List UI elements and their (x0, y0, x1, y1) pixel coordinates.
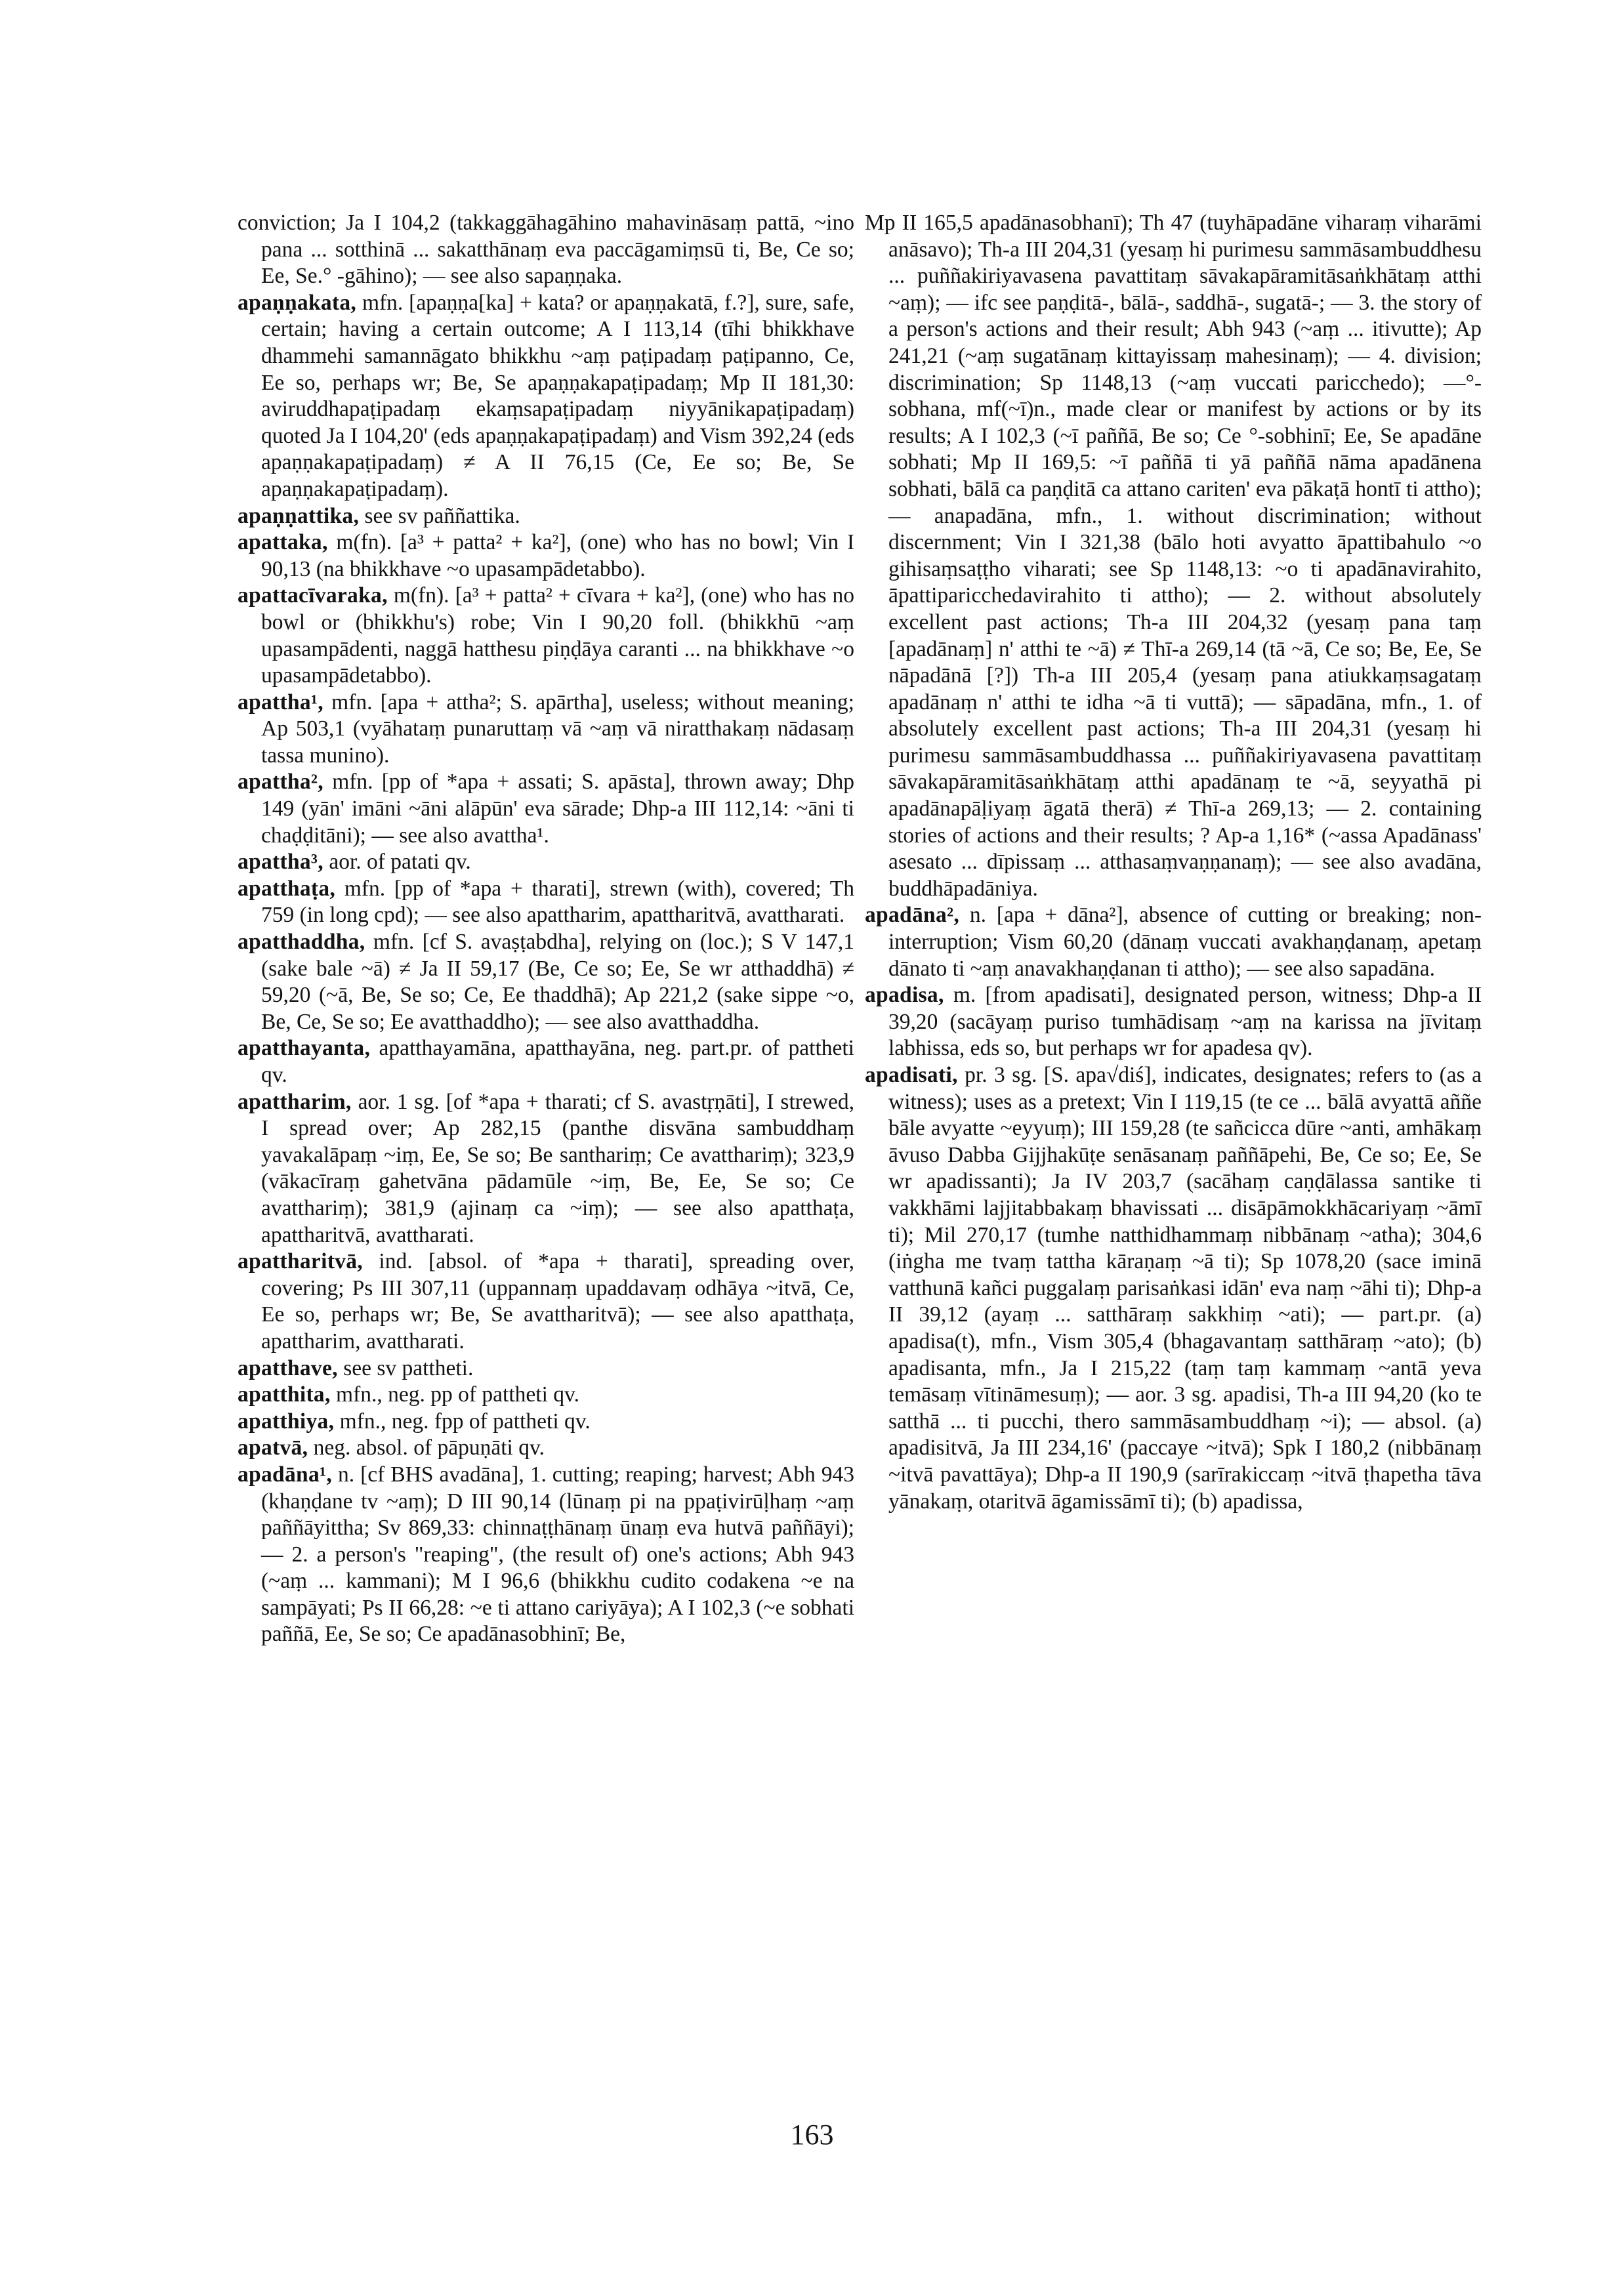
entry (238, 1382, 854, 1409)
entry (238, 210, 854, 290)
entry (238, 290, 854, 503)
headword: apatthayanta, (238, 1036, 371, 1061)
entry (238, 1249, 854, 1355)
headword: apattha¹, (238, 690, 323, 714)
entry (238, 769, 854, 849)
definition: Mp II 165,5 apadānasobhanī); Th 47 (tuyhāpadāne viharaṃ viharāmi anāsavo); Th-a III 204,31 (yesaṃ hi purimesu sammāsambuddhesu ... puññakiriyavasena pavattitaṃ sāvakapāramitāsaṅkhātaṃ atthi ~aṃ); — ifc see paṇḍitā-, bālā-, saddhā-, sugatā-; — 3. the story of a person's actions and their result; Abh 943 (~aṃ ... itivutte); Ap 241,21 (~aṃ sugatānaṃ kittayissaṃ mahesinaṃ); — 4. division; discrimination; Sp 1148,13 (~aṃ vuccati paricchedo); —°-sobhana, mf(~ī)n., made clear or manifest by actions or by its results; A I 102,3 (~ī paññā, Be so; Ce °-sobhinī; Ee, Se apadāne sobhati; Mp II 169,5: ~ī paññā ti yā paññā nāma apadānena sobhati, bālā ca paṇḍitā ca attano cariten' eva pākaṭā hontī ti attho); — anapadāna, mfn., 1. without discrimination; without discernment; Vin I 321,38 (bālo hoti avyatto āpattibahulo ~o gihisaṃsaṭṭho viharati; see Sp 1148,13: ~o ti apadānavirahito, āpattiparicchedavirahito ti attho); — 2. without absolutely excellent past actions; Th-a III 204,32 (yesaṃ pana taṃ [apadānaṃ] n' atthi te ~ā) ≠ Thī-a 269,14 (tā ~ā, Ce so; Be, Ee, Se nāpadānā [?]) Th-a III 205,4 (yesaṃ pana atiukkaṃsagataṃ apadānaṃ n' atthi te idha ~ā ti vuttā); — sāpadāna, mfn., 1. of absolutely excellent past actions; Th-a III 204,31 (yesaṃ hi purimesu sammāsambuddhassa ... puññakiriyavasena pavattitaṃ sāvakapāramitāsaṅkhātaṃ atthi apadānaṃ te ~ā, seyyathā pi apadānapāḷiyaṃ āgatā therā) ≠ Thī-a 269,13; — 2. containing stories of actions and their results; ? Ap-a 1,16* (~assa Apadānass' asesato ... dīpissaṃ ... atthasaṃvaṇṇanaṃ); — see also avadāna, buddhāpadāniya. (865, 211, 1482, 901)
headword: apaṇṇattika, (238, 503, 360, 528)
definition: m. [from apadisati], designated person, witness; Dhp-a II 39,20 (sacāyaṃ puriso tumhādisaṃ ~aṃ na karissa na jīvitaṃ labhissa, eds so, but perhaps wr for apadesa qv). (888, 983, 1482, 1061)
headword: apattha³, (238, 850, 323, 875)
definition: aor. of patati qv. (329, 850, 471, 875)
headword: apatthave, (238, 1355, 338, 1380)
definition: neg. absol. of pāpuṇāti qv. (313, 1436, 545, 1460)
definition: mfn., neg. fpp of pattheti qv. (339, 1409, 591, 1434)
headword: apattaka, (238, 530, 328, 555)
entry (238, 1409, 854, 1436)
definition: m(fn). [a³ + patta² + ka²], (one) who has no bowl; Vin I 90,13 (na bhikkhave ~o upasampādetabbo). (261, 530, 855, 581)
entry (238, 690, 854, 770)
entry (238, 529, 854, 583)
definition: m(fn). [a³ + patta² + cīvara + ka²], (one) who has no bowl or (bhikkhu's) robe; Vin I 90,20 foll. (bhikkhū ~aṃ upasampādenti, naggā hatthesu piṇḍāya caranti ... na bhikkhave ~o upasampādetabbo). (261, 583, 855, 688)
definition: mfn., neg. pp of pattheti qv. (336, 1382, 579, 1407)
definition: mfn. [cf S. avaṣṭabdha], relying on (loc.); S V 147,1 (sake bale ~ā) ≠ Ja II 59,17 (Be, Ce so; Ee, Se wr atthaddhā) ≠ 59,20 (~ā, Be, Se so; Ce, Ee thaddhā); Ap 221,2 (sake sippe ~o, Be, Ce, Se so; Ee avatthaddho); — see also avatthaddha. (261, 930, 854, 1034)
entry (865, 210, 1482, 902)
headword: apadisa, (865, 983, 944, 1008)
definition: see sv paññattika. (364, 503, 520, 528)
headword: apattacīvaraka, (238, 583, 388, 608)
headword: apatthiya, (238, 1409, 335, 1434)
definition: mfn. [apa + attha²; S. apārtha], useless; without meaning; Ap 503,1 (vyāhataṃ punaruttaṃ vā ~aṃ vā niratthakaṃ nādasaṃ tassa munino). (261, 690, 854, 768)
headword: apattharim, (238, 1089, 352, 1114)
page-number: 163 (790, 2119, 834, 2151)
definition: mfn. [pp of *apa + assati; S. apāsta], thrown away; Dhp 149 (yān' imāni ~āni alāpūn' eva sārade; Dhp-a III 112,14: ~āni ti chaḍḍitāni); — see also avattha¹. (261, 770, 855, 848)
entry (238, 583, 854, 689)
entry (238, 849, 854, 876)
definition: mfn. [pp of *apa + tharati], strewn (with), covered; Th 759 (in long cpd); — see also apattharim, apattharitvā, avattharati. (261, 876, 854, 928)
entry (238, 1089, 854, 1249)
headword: apadāna¹, (238, 1462, 333, 1487)
definition: mfn. [apaṇṇa[ka] + kata? or apaṇṇakatā, f.?], sure, safe, certain; having a certain outcome; A I 113,14 (tīhi bhikkhave dhammehi samannāgato bhikkhu ~aṃ paṭipadaṃ paṭipanno, Ce, Ee so, perhaps wr; Be, Se apaṇṇakapaṭipadaṃ; Mp II 181,30: aviruddhapaṭipadaṃ ekaṃsapaṭipadaṃ niyyānikapaṭipadaṃ) quoted Ja I 104,20' (eds apaṇṇakapaṭipadaṃ) and Vism 392,24 (eds apaṇṇakapaṭipadaṃ) ≠ A II 76,15 (Ce, Ee so; Be, Se apaṇṇakapaṭipadaṃ). (261, 290, 854, 501)
entry (238, 503, 854, 530)
definition: n. [apa + dāna²], absence of cutting or breaking; non-interruption; Vism 60,20 (dānaṃ vuccati avakhaṇḍanaṃ, apetaṃ dānato ti ~aṃ anavakhaṇḍanan ti attho); — see also sapadāna. (888, 903, 1482, 981)
entry (238, 1462, 854, 1648)
definition: ind. [absol. of *apa + tharati], spreading over, covering; Ps III 307,11 (uppannaṃ upaddavaṃ odhāya ~itvā, Ce, Ee so, perhaps wr; Be, Se avattharitvā); — see also apatthaṭa, apattharim, avattharati. (261, 1249, 855, 1354)
headword: apatvā, (238, 1436, 308, 1460)
definition: n. [cf BHS avadāna], 1. cutting; reaping; harvest; Abh 943 (khaṇḍane tv ~aṃ); D III 90,14 (lūnaṃ pi na ppaṭivirūḷhaṃ ~aṃ paññāyittha; Sv 869,33: chinnaṭṭhānaṃ ūnaṃ eva hutvā paññāyi); — 2. a person's "reaping", (the result of) one's actions; Abh 943 (~aṃ ... kammani); M I 96,6 (bhikkhu cudito codakena ~e na sampāyati; Ps II 66,28: ~e ti attano cariyāya); A I 102,3 (~e sobhati paññā, Ee, Se so; Ce apadānasobhinī; Be, (261, 1462, 855, 1647)
headword: apadisati, (865, 1063, 958, 1087)
headword: apattha², (238, 770, 323, 795)
right-column (865, 210, 1482, 1515)
definition: pr. 3 sg. [S. apa√diś], indicates, designates; refers to (as a witness); uses as a pretext; Vin I 119,15 (te ce ... bālā avyattā aññe bāle avyatte ~eyyuṃ); III 159,28 (te sañcicca dūre ~anti, amhākaṃ āvuso Dabba Gijjhakūṭe senāsanaṃ paññāpehi, Be, Ce so; Ee, Se wr apadissanti); Ja IV 203,7 (sacāhaṃ caṇḍālassa santike ti vakkhāmi lajjitabbakaṃ bhavissati ... disāpāmokkhācariyaṃ ~āmī ti); Mil 270,17 (tumhe natthidhammaṃ nibbānaṃ ~atha); 304,6 (iṅgha me tvaṃ tattha kāraṇaṃ ~ā ti); Sp 1078,20 (sace iminā vatthunā kañci puggalaṃ parisaṅkasi idān' eva naṃ ~āhi ti); Dhp-a II 39,12 (ayaṃ ... satthāraṃ sakkhiṃ ~ati); — part.pr. (a) apadisa(t), mfn., Vism 305,4 (bhagavantaṃ satthāraṃ ~ato); (b) apadisanta, mfn., Ja I 215,22 (taṃ taṃ kammaṃ ~antā yeva temāsaṃ vītināmesuṃ); — aor. 3 sg. apadisi, Th-a III 94,20 (ko te satthā ... ti pucchi, thero sammāsambuddhaṃ ~i); — absol. (a) apadisitvā, Ja III 234,16' (paccaye ~itvā); Spk I 180,2 (nibbānaṃ ~itvā pavattāya); Dhp-a II 190,9 (sarīrakiccaṃ ~itvā ṭhapetha tāva yānakaṃ, otaritvā āgamissāmī ti); (b) apadissa, (888, 1063, 1482, 1514)
headword: apattharitvā, (238, 1249, 363, 1274)
definition: see sv pattheti. (343, 1355, 474, 1380)
entry (238, 876, 854, 929)
headword: apaṇṇakata, (238, 290, 357, 315)
headword: apatthita, (238, 1382, 331, 1407)
entry (865, 1062, 1482, 1515)
entry (865, 902, 1482, 982)
definition: conviction; Ja I 104,2 (takkaggāhagāhino mahavināsaṃ pattā, ~ino pana ... sotthinā ... sakatthānaṃ eva paccāgamiṃsū ti, Be, Ce so; Ee, Se.° -gāhino); — see also sapaṇṇaka. (238, 211, 854, 289)
headword: apatthaṭa, (238, 876, 336, 901)
entry (238, 1355, 854, 1382)
headword: apadāna², (865, 903, 960, 928)
left-column (238, 210, 854, 1648)
headword: apatthaddha, (238, 930, 365, 955)
entry (238, 1435, 854, 1462)
definition: apatthayamāna, apatthayāna, neg. part.pr. of pattheti qv. (261, 1036, 854, 1087)
entry (238, 929, 854, 1035)
definition: aor. 1 sg. [of *apa + tharati; cf S. avastṛṇāti], I strewed, I spread over; Ap 282,15 (panthe disvāna sambuddhaṃ yavakalāpaṃ ~iṃ, Ee, Se so; Be santhariṃ; Ce avatthariṃ); 323,9 (vākacīraṃ gahetvāna pādamūle ~iṃ, Be, Ee, Se so; Ce avatthariṃ); 381,9 (ajinaṃ ca ~iṃ); — see also apatthaṭa, apattharitvā, avattharati. (261, 1089, 854, 1247)
entry (865, 982, 1482, 1062)
entry (238, 1035, 854, 1088)
